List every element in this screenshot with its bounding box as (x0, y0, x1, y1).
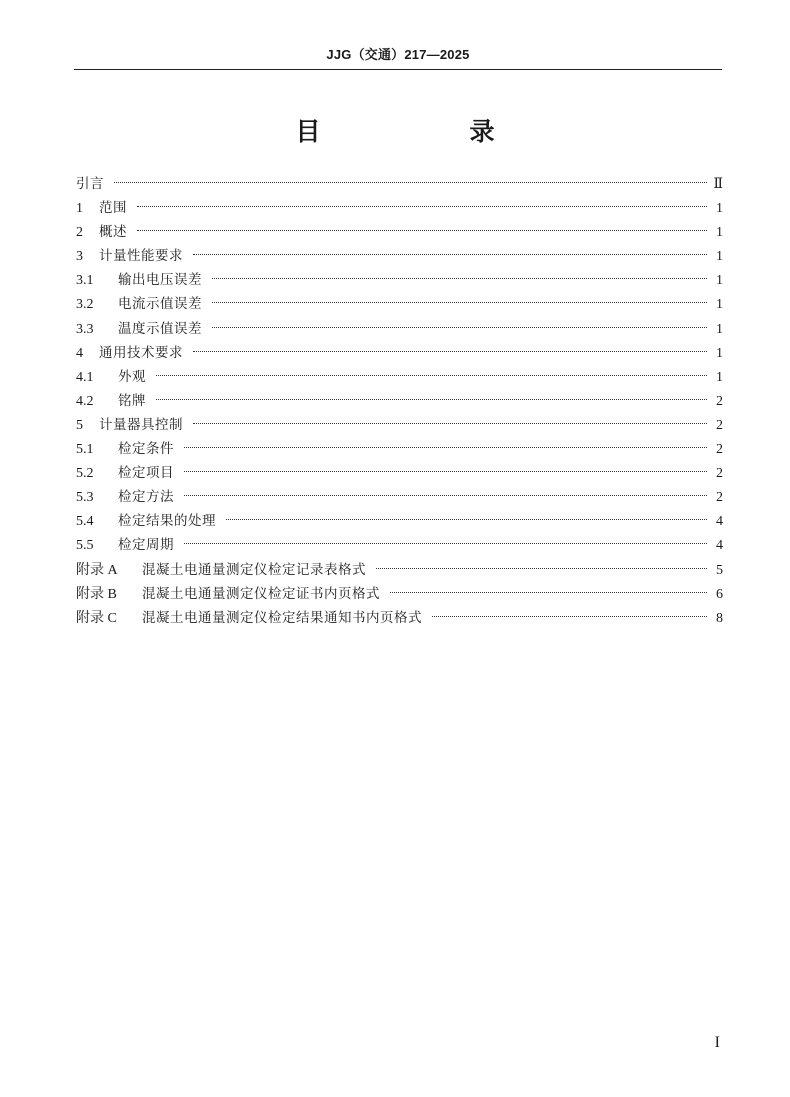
toc-entry-title: 检定方法 (118, 489, 174, 506)
toc-entry-title: 通用技术要求 (99, 344, 183, 361)
toc-entry-number: 5.5 (76, 538, 94, 554)
toc-entry[interactable] (76, 389, 723, 413)
page-number: I (714, 1034, 720, 1051)
toc-entry-number: 1 (76, 201, 83, 217)
toc-entry-title: 检定项目 (118, 465, 174, 482)
dot-leader (156, 375, 707, 376)
toc-entry[interactable] (76, 606, 723, 630)
toc-entry[interactable] (76, 582, 723, 606)
toc-entry-title: 计量性能要求 (99, 248, 183, 265)
dot-leader (212, 302, 707, 303)
table-of-contents (76, 172, 723, 630)
toc-entry-title: 混凝土电通量测定仪检定结果通知书内页格式 (142, 609, 422, 626)
toc-entry-number: 附录 A (76, 562, 118, 578)
dot-leader (193, 254, 707, 255)
dot-leader (212, 327, 707, 328)
toc-entry[interactable] (76, 244, 723, 268)
toc-entry-page: 1 (716, 297, 723, 313)
dot-leader (193, 351, 707, 352)
toc-entry[interactable] (76, 413, 723, 437)
toc-entry-title: 混凝土电通量测定仪检定证书内页格式 (142, 585, 380, 602)
dot-leader (137, 206, 707, 207)
toc-entry[interactable] (76, 292, 723, 316)
toc-entry[interactable] (76, 485, 723, 509)
toc-entry-number: 3.1 (76, 273, 94, 289)
toc-entry-number: 5.2 (76, 466, 94, 482)
toc-entry-page: 1 (716, 273, 723, 289)
dot-leader (184, 543, 707, 544)
running-header (74, 44, 722, 70)
toc-entry[interactable] (76, 461, 723, 485)
toc-entry[interactable] (76, 365, 723, 389)
toc-entry-page: 2 (716, 393, 723, 409)
toc-entry[interactable] (76, 317, 723, 341)
toc-entry-title: 铭牌 (118, 392, 146, 409)
toc-entry[interactable] (76, 437, 723, 461)
toc-entry-page: 5 (716, 562, 723, 578)
toc-entry-title: 引言 (76, 176, 104, 192)
toc-entry-page: 6 (716, 586, 723, 602)
toc-entry-title: 计量器具控制 (99, 416, 183, 433)
toc-entry-page: 2 (716, 417, 723, 433)
toc-entry-title: 温度示值误差 (118, 320, 202, 337)
toc-entry-page: 1 (716, 369, 723, 385)
toc-entry-number: 3 (76, 249, 83, 265)
toc-entry-page: 4 (716, 538, 723, 554)
toc-entry-page: 4 (716, 514, 723, 530)
toc-entry-number: 5 (76, 417, 83, 433)
toc-entry[interactable] (76, 172, 723, 196)
toc-entry-page: 1 (716, 225, 723, 241)
toc-entry-page: 1 (716, 321, 723, 337)
dot-leader (226, 519, 707, 520)
toc-entry-title: 输出电压误差 (118, 272, 202, 289)
toc-entry-number: 5.3 (76, 490, 94, 506)
toc-entry-number: 5.1 (76, 442, 94, 458)
dot-leader (184, 495, 707, 496)
toc-entry[interactable] (76, 558, 723, 582)
toc-entry-number: 3.3 (76, 321, 94, 337)
toc-entry-title: 检定结果的处理 (118, 513, 216, 530)
toc-entry[interactable] (76, 341, 723, 365)
toc-entry-title: 范围 (99, 200, 127, 217)
dot-leader (432, 616, 707, 617)
header-rule (74, 69, 722, 70)
dot-leader (114, 182, 707, 183)
toc-entry-page: 2 (716, 442, 723, 458)
dot-leader (390, 592, 707, 593)
toc-entry-number: 4.2 (76, 393, 94, 409)
toc-entry-number: 附录 C (76, 610, 117, 626)
page-title: 目 录 (295, 117, 557, 146)
dot-leader (184, 471, 707, 472)
toc-entry-page: Ⅱ (713, 177, 723, 192)
toc-entry-page: 2 (716, 490, 723, 506)
toc-entry-title: 检定条件 (118, 441, 174, 458)
toc-entry-page: 1 (716, 345, 723, 361)
toc-entry-title: 概述 (99, 224, 127, 241)
toc-entry-title: 外观 (118, 368, 146, 385)
toc-entry-number: 4 (76, 345, 83, 361)
toc-entry-page: 1 (716, 201, 723, 217)
toc-entry-title: 电流示值误差 (118, 296, 202, 313)
toc-entry[interactable] (76, 509, 723, 533)
toc-entry-number: 2 (76, 225, 83, 241)
toc-entry-number: 5.4 (76, 514, 94, 530)
toc-entry[interactable] (76, 533, 723, 557)
toc-entry[interactable] (76, 268, 723, 292)
dot-leader (137, 230, 707, 231)
dot-leader (184, 447, 707, 448)
toc-entry-page: 2 (716, 466, 723, 482)
toc-entry-title: 检定周期 (118, 537, 174, 554)
toc-entry-number: 3.2 (76, 297, 94, 313)
toc-entry-page: 1 (716, 249, 723, 265)
dot-leader (156, 399, 707, 400)
standard-code: JJG（交通）217—2025 (326, 47, 470, 62)
toc-entry[interactable] (76, 220, 723, 244)
toc-entry[interactable] (76, 196, 723, 220)
toc-entry-page: 8 (716, 610, 723, 626)
dot-leader (376, 568, 707, 569)
toc-entry-number: 附录 B (76, 586, 117, 602)
toc-entry-title: 混凝土电通量测定仪检定记录表格式 (142, 561, 366, 578)
dot-leader (193, 423, 707, 424)
dot-leader (212, 278, 707, 279)
toc-entry-number: 4.1 (76, 369, 94, 385)
